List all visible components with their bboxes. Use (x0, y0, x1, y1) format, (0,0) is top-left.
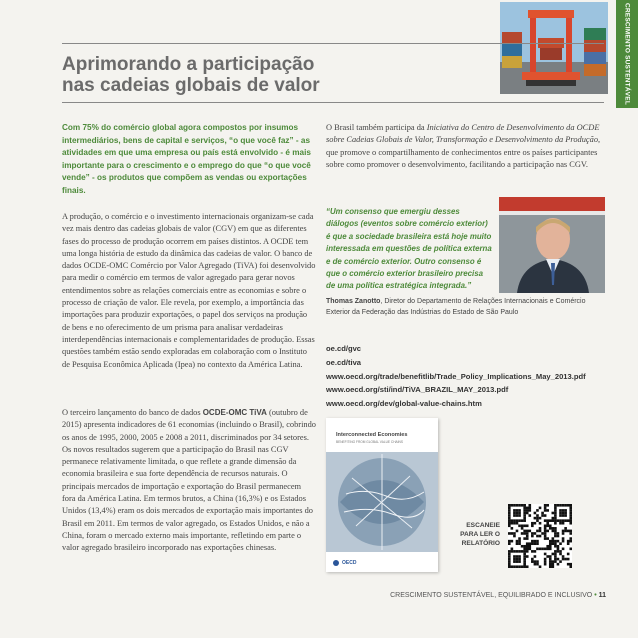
page-number: 11 (598, 592, 606, 599)
page-title (62, 54, 462, 96)
footer-text: CRESCIMENTO SUSTENTÁVEL, EQUILIBRADO E INCLUSIVO (390, 592, 593, 599)
footer-separator: • (594, 592, 597, 599)
title-top-rule (62, 43, 604, 44)
link-global-value-chains[interactable]: www.oecd.org/dev/global-value-chains.htm (326, 399, 482, 409)
report-cover (326, 418, 438, 572)
page-footer (390, 592, 606, 599)
scan-instruction (452, 521, 500, 548)
report-subtitle: BENEFITING FROM GLOBAL VALUE CHAINS (336, 440, 403, 444)
tiva-db-name: OCDE-OMC TiVA (202, 408, 267, 417)
report-qr-code[interactable] (508, 504, 572, 568)
lead-paragraph: Com 75% do comércio global agora compostos por insumos intermediários, bens de capital e serviços, “o que você faz” - as atividades em que uma empresa ou país está envolvido - é mais importante para o crescimento e o emprego do que “o que você vende” - os produtos que compõem as vendas ou exportações finais. (62, 123, 311, 195)
attrib-name: Thomas Zanotto (326, 298, 381, 305)
container-port-photo (500, 2, 608, 94)
p2-post: (outubro de 2015) apresenta indicadores de 61 economias (incluindo o Brasil), cobrindo os anos de 1995, 2000, 2005 e 2008 a 2011, discriminados por 34 setores. Os novos resultados sugerem que a participação do Brasil nas CGV permanece relativamente limitada, o que reflete a grande dimensão da economia brasileira e sua forte dependência de recursos naturais. O principais mercados de importação e exportação do Brasil permanecem fora da América Latina. Em termos brutos, a China (16,3%) e os Estados Unidos (13,4%) eram os dois mercados de exportação mais importantes do Brasil em 2011. Em termos de valor agregado, os Estados Unidos, e não a China, foram o mercado externo mais importante, refletindo em parte o valor agregado brasileiro incorporado nas exportações chinesas. (62, 408, 316, 553)
scan-line-1: ESCANEIE (466, 522, 500, 529)
link-trade-policy-pdf[interactable]: www.oecd.org/trade/benefitlib/Trade_Policy_Implications_May_2013.pdf (326, 371, 586, 381)
link-gvc[interactable]: oe.cd/gvc (326, 344, 362, 353)
rp-pre: O Brasil também participa da (326, 123, 427, 132)
rp-initiative: Iniciativa do Centro de Desenvolvimento da OCDE sobre Cadeias Globais de Valor, Transformação e Desenvolvimento da Produção (326, 123, 600, 145)
body-paragraph-1: A produção, o comércio e o investimento internacionais organizam-se cada vez mais dentro das cadeias globais de valor (CGV) em que as diferentes fases do processo de produção ocorrem em países distintos. A OCDE tem uma longa história de estudo da dinâmica das cadeias de valor. O banco de dados OCDE-OMC Comércio por Valor Agregado (TiVA) foi desenvolvido para medir o comércio em termos de valor agregado para gerar novos entendimentos sobre as relações comerciais entre as economias e sobre o processo de criação de valor. Ele revela, por exemplo, a importância das importações para produzir exportações, o papel dos serviços na produção de bens e no oferecimento de um prisma para analisar verdadeiras interdependências internacionais e complementaridades de produção. Essas questões também estão sendo exploradas em colaboração com o Instituto de Pesquisa Econômica Aplicada (Ipea) no contexto da América Latina. (62, 212, 316, 369)
rp-post: , que promove o compartilhamento de conhecimentos entre os países participantes sobre como promover o desenvolvimento, facilitando a participação nas CGV. (326, 135, 601, 169)
section-tab (616, 0, 638, 108)
scan-line-3: RELATÓRIO (461, 540, 500, 547)
reference-links (326, 342, 616, 411)
pull-quote: “Um consenso que emergiu desses diálogos (eventos sobre comércio exterior) é que a sociedade brasileira está hoje muito interessada em questões de política externa e de comércio exterior. Outro consenso é que o comércio exterior brasileiro precisa de uma política estratégica integrada.” (326, 207, 492, 291)
body-paragraph-2 (62, 407, 316, 555)
scan-line-2: PARA LER O (460, 531, 500, 538)
link-tiva-brazil-pdf[interactable]: www.oecd.org/sti/ind/TiVA_BRAZIL_MAY_2013.pdf (326, 385, 509, 395)
link-tiva[interactable]: oe.cd/tiva (326, 357, 362, 367)
speaker-portrait (499, 197, 605, 293)
quote-attribution (326, 296, 608, 318)
section-tab-label: CRESCIMENTO SUSTENTÁVEL (623, 3, 631, 105)
p2-pre: O terceiro lançamento do banco de dados (62, 408, 203, 417)
title-line-2: nas cadeias globais de valor (62, 75, 320, 96)
title-line-1: Aprimorando a participação (62, 54, 315, 75)
report-title: Interconnected Economies (336, 432, 408, 438)
oecd-logo: OECD (342, 560, 357, 566)
right-paragraph (326, 122, 606, 171)
attrib-role: , Diretor do Departamento de Relações Internacionais e Comércio Exterior da Federação das Indústrias do Estado de São Paulo (326, 298, 586, 316)
title-bottom-rule (62, 102, 604, 103)
